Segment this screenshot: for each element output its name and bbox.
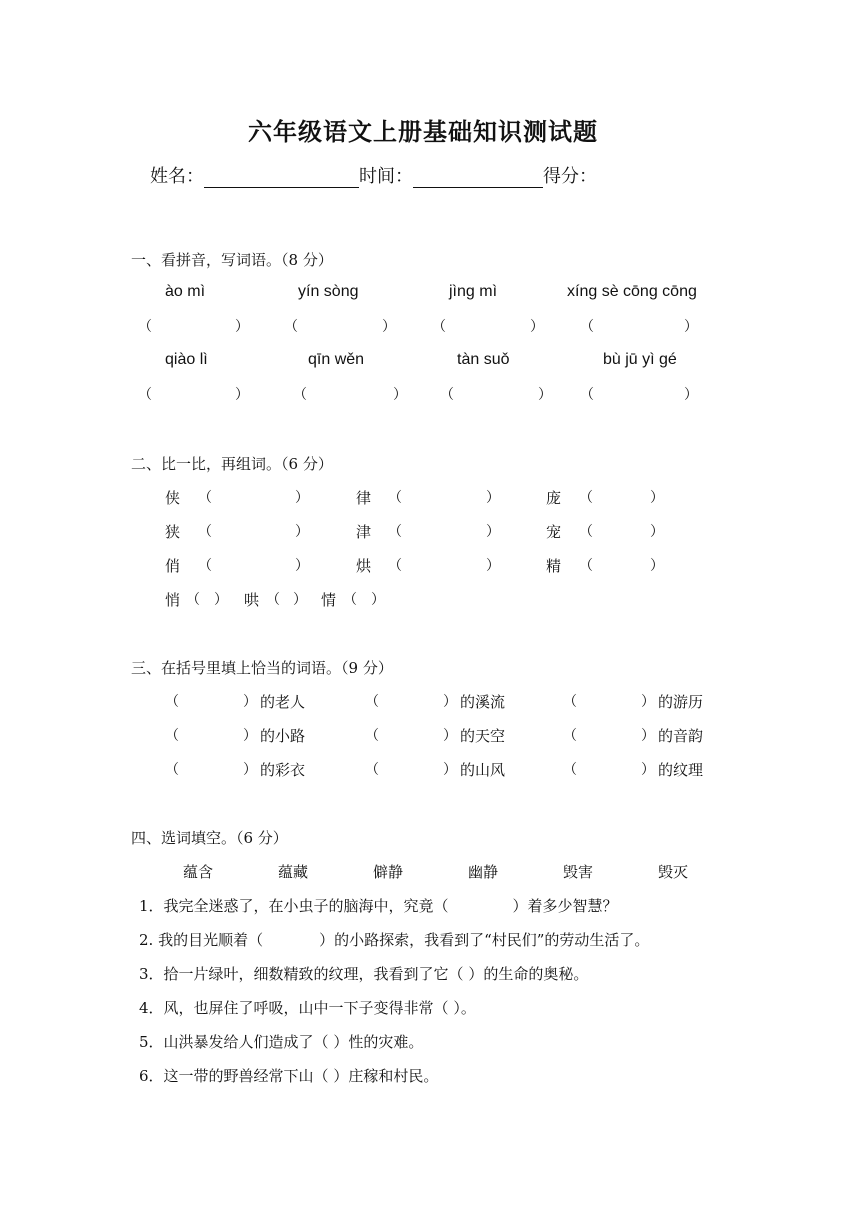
answer-paren-close: ）: [486, 558, 500, 574]
answer-paren-open: （: [266, 592, 280, 608]
time-label: 时间：: [359, 166, 413, 187]
answer-paren-open: （: [563, 762, 577, 778]
info-line: [150, 162, 597, 188]
answer-paren-open: （: [165, 694, 179, 710]
phrase-suffix: 的小路: [260, 727, 306, 745]
answer-paren-close: ）: [443, 694, 457, 710]
answer-paren-open: （: [580, 319, 594, 335]
question-3: 3．拾一片绿叶，细数精致的纹理，我看到了它（ ）的生命的奥秘。: [139, 965, 589, 983]
phrase-suffix: 的天空: [460, 727, 506, 745]
answer-paren-close: ）: [684, 319, 698, 335]
score-label: 得分：: [543, 166, 597, 187]
answer-paren-open: （: [186, 592, 200, 608]
answer-paren-close: ）: [295, 558, 309, 574]
answer-paren-open: （: [365, 728, 379, 744]
answer-paren-open: （: [284, 319, 298, 335]
answer-paren-open: （: [440, 387, 454, 403]
answer-paren-open: （: [365, 694, 379, 710]
compare-char: 精: [546, 557, 562, 575]
answer-paren-open: （: [563, 694, 577, 710]
pinyin-6: qīn wěn: [308, 351, 365, 368]
answer-paren-open: （: [343, 592, 357, 608]
time-field[interactable]: [413, 167, 543, 188]
answer-paren-close: ）: [443, 762, 457, 778]
pinyin-2: yín sòng: [298, 283, 359, 300]
answer-paren-open: （: [165, 762, 179, 778]
answer-paren-open: （: [165, 728, 179, 744]
answer-paren-close: ）: [650, 524, 664, 540]
compare-char: 庞: [546, 489, 562, 507]
answer-paren-close: ）: [295, 524, 309, 540]
compare-char: 哄: [244, 591, 260, 609]
answer-paren-open: （: [138, 387, 152, 403]
compare-char: 烘: [356, 557, 372, 575]
answer-paren-close: ）: [243, 728, 257, 744]
pinyin-7: tàn suǒ: [457, 351, 510, 368]
answer-paren-close: ）: [641, 762, 655, 778]
answer-paren-open: （: [198, 524, 212, 540]
phrase-suffix: 的老人: [260, 693, 306, 711]
word-option: 僻静: [373, 863, 404, 881]
answer-paren-open: （: [198, 558, 212, 574]
name-field[interactable]: [204, 167, 359, 188]
phrase-suffix: 的音韵: [658, 727, 704, 745]
answer-paren-close: ）: [538, 387, 552, 403]
answer-paren-close: ）: [235, 319, 249, 335]
answer-paren-open: （: [579, 524, 593, 540]
answer-paren-close: ）: [295, 490, 309, 506]
compare-char: 情: [321, 591, 337, 609]
answer-paren-close: ）: [243, 762, 257, 778]
answer-paren-open: （: [138, 319, 152, 335]
answer-paren-close: ）: [243, 694, 257, 710]
pinyin-5: qiào lì: [165, 351, 208, 368]
word-option: 毁灭: [658, 863, 689, 881]
section-3-heading: 三、在括号里填上恰当的词语。（9 分）: [131, 659, 393, 677]
phrase-suffix: 的山风: [460, 761, 506, 779]
phrase-suffix: 的溪流: [460, 693, 506, 711]
pinyin-3: jìng mì: [449, 283, 498, 300]
question-2: [139, 929, 649, 950]
answer-paren-close: ）: [214, 592, 228, 608]
compare-char: 津: [356, 523, 372, 541]
answer-paren-close: ）: [393, 387, 407, 403]
word-option: 毁害: [563, 863, 594, 881]
phrase-suffix: 的游历: [658, 693, 704, 711]
question-5: 5．山洪暴发给人们造成了（ ）性的灾难。: [139, 1033, 424, 1051]
section-4-heading: 四、选词填空。（6 分）: [131, 829, 288, 847]
question-1: [139, 895, 618, 916]
answer-paren-close: ）: [486, 524, 500, 540]
pinyin-8: bù jū yì gé: [603, 351, 677, 368]
compare-char: 律: [356, 489, 372, 507]
answer-paren-close: ）: [641, 694, 655, 710]
answer-paren-open: （: [365, 762, 379, 778]
answer-paren-open: （: [579, 490, 593, 506]
pinyin-1: ào mì: [165, 283, 206, 300]
answer-paren-open: （: [388, 490, 402, 506]
answer-paren-open: （: [388, 558, 402, 574]
section-2-heading: 二、比一比，再组词。（6 分）: [131, 455, 333, 473]
compare-char: 狭: [165, 523, 181, 541]
answer-paren-open: （: [432, 319, 446, 335]
section-1-heading: 一、看拼音，写词语。（8 分）: [131, 251, 333, 269]
answer-paren-close: ）: [235, 387, 249, 403]
phrase-suffix: 的彩衣: [260, 761, 306, 779]
compare-char: 悄: [165, 591, 181, 609]
question-6: 6．这一带的野兽经常下山（ ）庄稼和村民。: [139, 1067, 439, 1085]
answer-paren-close: ）: [530, 319, 544, 335]
answer-paren-open: （: [198, 490, 212, 506]
name-label: 姓名：: [150, 166, 204, 187]
answer-paren-close: ）: [293, 592, 307, 608]
compare-char: 宠: [546, 523, 562, 541]
answer-paren-close: ）: [382, 319, 396, 335]
answer-paren-close: ）: [443, 728, 457, 744]
answer-paren-close: ）: [641, 728, 655, 744]
word-option: 幽静: [468, 863, 499, 881]
compare-char: 俏: [165, 557, 181, 575]
answer-paren-close: ）: [371, 592, 385, 608]
answer-paren-close: ）: [486, 490, 500, 506]
answer-paren-open: （: [563, 728, 577, 744]
phrase-suffix: 的纹理: [658, 761, 704, 779]
question-1-text-a: 1．我完全迷惑了，在小虫子的脑海中，究竟（: [139, 897, 449, 915]
pinyin-4: xíng sè cōng cōng: [567, 283, 697, 300]
answer-paren-open: （: [388, 524, 402, 540]
compare-char: 侠: [165, 489, 181, 507]
word-option: 蕴含: [183, 863, 214, 881]
word-option: 蕴藏: [278, 863, 309, 881]
question-1-text-b: ）着多少智慧？: [512, 897, 618, 915]
answer-paren-close: ）: [650, 558, 664, 574]
page-title: 六年级语文上册基础知识测试题: [248, 117, 598, 146]
question-2-text-b: ）的小路探索，我看到了“村民们”的劳动生活了。: [319, 931, 650, 949]
answer-paren-close: ）: [650, 490, 664, 506]
question-2-text-a: 2. 我的目光顺着（: [139, 931, 264, 949]
question-4: 4．风，也屏住了呼吸，山中一下子变得非常（ ）。: [139, 999, 476, 1017]
answer-paren-open: （: [579, 558, 593, 574]
answer-paren-open: （: [293, 387, 307, 403]
answer-paren-close: ）: [684, 387, 698, 403]
answer-paren-open: （: [580, 387, 594, 403]
